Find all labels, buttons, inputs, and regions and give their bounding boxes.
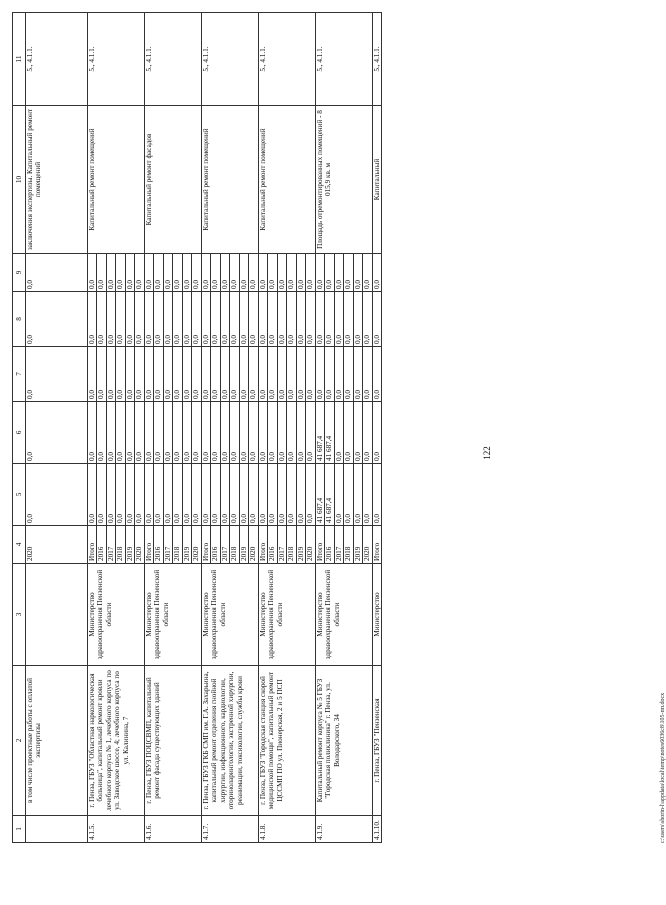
value-cell: 0,0 <box>135 402 144 464</box>
measure-name-cell: г. Пенза, ГБУЗ "Городская станция скорой медицинской помощи", капитальный ремонт ЦССМП ПО ул. Пионерская, 2 и 5 ПСП <box>258 666 315 816</box>
year-cell: 2020 <box>192 526 201 564</box>
measure-name-cell: в том числе проектные работы с оплатой экспертизы <box>26 666 88 816</box>
value-cell: 0,0 <box>201 347 210 402</box>
result-cell: Капитальный ремонт помещений <box>201 106 258 254</box>
value-cell: 0,0 <box>363 402 372 464</box>
value-cell: 0,0 <box>116 464 125 526</box>
result-cell: заключения экспертизы. Капитальный ремонт помещений <box>26 106 88 254</box>
result-cell: Капитальный ремонт помещений <box>258 106 315 254</box>
value-cell: 0,0 <box>325 347 334 402</box>
value-cell: 0,0 <box>363 347 372 402</box>
value-cell: 0,0 <box>306 292 315 347</box>
header-cell: 4 <box>13 526 26 564</box>
value-cell: 0,0 <box>325 292 334 347</box>
value-cell: 0,0 <box>277 292 286 347</box>
value-cell: 0,0 <box>154 402 163 464</box>
value-cell: 0,0 <box>211 347 220 402</box>
year-cell: Итого <box>201 526 210 564</box>
value-cell: 0,0 <box>173 402 182 464</box>
value-cell: 0,0 <box>88 292 97 347</box>
header-cell: 5 <box>13 464 26 526</box>
value-cell: 0,0 <box>287 254 296 292</box>
code-cell: 5., 4.1.1. <box>315 13 372 106</box>
value-cell: 0,0 <box>144 292 153 347</box>
row-number-cell: 4.1.9. <box>315 816 372 843</box>
value-cell: 0,0 <box>182 292 191 347</box>
value-cell: 0,0 <box>97 254 106 292</box>
value-cell: 0,0 <box>353 292 362 347</box>
year-cell: 2018 <box>344 526 353 564</box>
year-cell: 2018 <box>287 526 296 564</box>
code-cell: 5., 4.1.1. <box>88 13 145 106</box>
value-cell: 0,0 <box>220 347 229 402</box>
year-cell: 2016 <box>97 526 106 564</box>
value-cell: 41 687,4 <box>325 464 334 526</box>
value-cell: 0,0 <box>344 402 353 464</box>
row-number-cell <box>26 816 88 843</box>
year-cell: 2020 <box>135 526 144 564</box>
executor-cell: Министерство здравоохранения Пензенской области <box>144 564 201 666</box>
value-cell: 0,0 <box>173 464 182 526</box>
year-cell: 2020 <box>306 526 315 564</box>
header-cell: 2 <box>13 666 26 816</box>
value-cell: 0,0 <box>296 464 305 526</box>
year-cell: 2020 <box>26 526 88 564</box>
measure-name-cell: Капитальный ремонт корпуса № 5 ГБУЗ "Городская поликлиника" г. Пенза, ул. Володарского, 34 <box>315 666 372 816</box>
value-cell: 0,0 <box>135 347 144 402</box>
year-cell: 2016 <box>268 526 277 564</box>
value-cell: 0,0 <box>144 464 153 526</box>
header-cell: 9 <box>13 254 26 292</box>
value-cell: 0,0 <box>211 292 220 347</box>
year-cell: 2018 <box>173 526 182 564</box>
value-cell: 0,0 <box>192 292 201 347</box>
value-cell: 0,0 <box>125 347 134 402</box>
year-cell: 2017 <box>163 526 172 564</box>
value-cell: 0,0 <box>296 402 305 464</box>
row-number-cell: 4.1.5. <box>88 816 145 843</box>
value-cell: 0,0 <box>258 347 267 402</box>
table-row <box>144 13 153 843</box>
value-cell: 0,0 <box>97 347 106 402</box>
value-cell: 0,0 <box>192 402 201 464</box>
value-cell: 0,0 <box>26 464 88 526</box>
value-cell: 0,0 <box>344 464 353 526</box>
value-cell: 0,0 <box>220 402 229 464</box>
year-cell: 2020 <box>363 526 372 564</box>
value-cell: 0,0 <box>249 292 258 347</box>
table-row <box>88 13 97 843</box>
year-cell: 2017 <box>277 526 286 564</box>
value-cell: 0,0 <box>306 347 315 402</box>
code-cell: 5., 4.1.1. <box>258 13 315 106</box>
header-row <box>13 13 26 843</box>
value-cell: 0,0 <box>353 347 362 402</box>
value-cell: 0,0 <box>268 464 277 526</box>
year-cell: Итого <box>88 526 97 564</box>
value-cell: 0,0 <box>230 464 239 526</box>
value-cell: 0,0 <box>296 254 305 292</box>
value-cell: 0,0 <box>106 402 115 464</box>
value-cell: 0,0 <box>201 254 210 292</box>
year-cell: Итого <box>258 526 267 564</box>
header-cell: 10 <box>13 106 26 254</box>
value-cell: 0,0 <box>88 402 97 464</box>
year-cell: 2016 <box>211 526 220 564</box>
value-cell: 0,0 <box>372 402 381 464</box>
value-cell: 0,0 <box>97 402 106 464</box>
value-cell: 0,0 <box>334 292 343 347</box>
value-cell: 0,0 <box>116 402 125 464</box>
value-cell: 0,0 <box>239 347 248 402</box>
value-cell: 0,0 <box>344 347 353 402</box>
value-cell: 0,0 <box>144 402 153 464</box>
result-cell: Капитальный ремонт фасадов <box>144 106 201 254</box>
value-cell: 0,0 <box>154 254 163 292</box>
value-cell: 0,0 <box>258 292 267 347</box>
value-cell: 0,0 <box>106 254 115 292</box>
value-cell: 0,0 <box>135 292 144 347</box>
table-row <box>201 13 210 843</box>
year-cell: 2017 <box>334 526 343 564</box>
rotated-table-wrapper <box>12 13 532 843</box>
value-cell: 0,0 <box>230 254 239 292</box>
value-cell: 0,0 <box>144 347 153 402</box>
value-cell: 0,0 <box>334 254 343 292</box>
value-cell: 0,0 <box>97 292 106 347</box>
value-cell: 0,0 <box>163 347 172 402</box>
value-cell: 0,0 <box>287 464 296 526</box>
value-cell: 0,0 <box>306 254 315 292</box>
value-cell: 0,0 <box>287 402 296 464</box>
value-cell: 0,0 <box>296 347 305 402</box>
code-cell: 5., 4.1.1. <box>201 13 258 106</box>
measure-name-cell: г. Пенза, ГБУЗ ПОЦСВМП, капитальный ремонт фасада существующих зданий <box>144 666 201 816</box>
header-cell: 1 <box>13 816 26 843</box>
value-cell: 0,0 <box>353 254 362 292</box>
result-cell: Капитальный ремонт помещений <box>88 106 145 254</box>
value-cell: 0,0 <box>268 292 277 347</box>
year-cell: 2018 <box>230 526 239 564</box>
executor-cell: Министерство здравоохранения Пензенской области <box>315 564 372 666</box>
value-cell: 0,0 <box>230 292 239 347</box>
value-cell: 0,0 <box>106 464 115 526</box>
value-cell: 0,0 <box>258 464 267 526</box>
year-cell: Итого <box>372 526 381 564</box>
value-cell: 0,0 <box>344 254 353 292</box>
year-cell: Итого <box>315 526 324 564</box>
value-cell: 0,0 <box>268 254 277 292</box>
value-cell: 0,0 <box>201 464 210 526</box>
value-cell: 0,0 <box>220 254 229 292</box>
value-cell: 0,0 <box>363 464 372 526</box>
row-number-cell: 4.1.8. <box>258 816 315 843</box>
value-cell: 0,0 <box>372 254 381 292</box>
year-cell: 2016 <box>154 526 163 564</box>
value-cell: 0,0 <box>344 292 353 347</box>
value-cell: 0,0 <box>372 292 381 347</box>
value-cell: 0,0 <box>125 402 134 464</box>
code-cell: 5., 4.1.1. <box>26 13 88 106</box>
table-row <box>315 13 324 843</box>
value-cell: 0,0 <box>182 347 191 402</box>
executor-cell: Министерство <box>372 564 381 666</box>
value-cell: 0,0 <box>239 254 248 292</box>
value-cell: 0,0 <box>325 254 334 292</box>
value-cell: 0,0 <box>220 464 229 526</box>
value-cell: 0,0 <box>249 464 258 526</box>
row-number-cell: 4.1.7. <box>201 816 258 843</box>
value-cell: 0,0 <box>182 464 191 526</box>
executor-cell: Министерство здравоохранения Пензенской области <box>201 564 258 666</box>
value-cell: 0,0 <box>315 292 324 347</box>
value-cell: 0,0 <box>287 292 296 347</box>
executor-cell <box>26 564 88 666</box>
page-number: 122 <box>481 446 492 460</box>
code-cell: 5., 4.1.1. <box>144 13 201 106</box>
measure-name-cell: г. Пенза, ГБУЗ "Областная наркологическая больница", капитальный ремонт кровли лечебного корпуса № 1, лечебного корпуса по ул. Заводское шоссе, 4; лечебного корпуса по ул. Калинина, 7 <box>88 666 145 816</box>
value-cell: 0,0 <box>154 292 163 347</box>
value-cell: 0,0 <box>125 464 134 526</box>
value-cell: 0,0 <box>97 464 106 526</box>
value-cell: 0,0 <box>230 402 239 464</box>
header-cell: 7 <box>13 347 26 402</box>
value-cell: 0,0 <box>363 254 372 292</box>
value-cell: 0,0 <box>306 464 315 526</box>
value-cell: 0,0 <box>173 347 182 402</box>
value-cell: 0,0 <box>372 464 381 526</box>
value-cell: 0,0 <box>353 402 362 464</box>
value-cell: 41 687,4 <box>315 464 324 526</box>
year-cell: 2019 <box>125 526 134 564</box>
header-cell: 3 <box>13 564 26 666</box>
value-cell: 0,0 <box>220 292 229 347</box>
header-cell: 6 <box>13 402 26 464</box>
value-cell: 0,0 <box>135 464 144 526</box>
measure-name-cell: г. Пенза, ГБУЗ ГКБ СМП им. Г.А. Захарьина, капитальный ремонт отделения гнойной хирургии, инфекционного, кардиологии, оториноларингологии, экстренной хирургии, реанимации, токсикологии, службы крови <box>201 666 258 816</box>
value-cell: 0,0 <box>268 347 277 402</box>
year-cell: Итого <box>144 526 153 564</box>
value-cell: 0,0 <box>192 464 201 526</box>
value-cell: 0,0 <box>182 254 191 292</box>
year-cell: 2019 <box>182 526 191 564</box>
year-cell: 2017 <box>106 526 115 564</box>
value-cell: 0,0 <box>258 402 267 464</box>
value-cell: 0,0 <box>277 464 286 526</box>
value-cell: 0,0 <box>287 347 296 402</box>
year-cell: 2020 <box>249 526 258 564</box>
value-cell: 0,0 <box>201 292 210 347</box>
value-cell: 0,0 <box>88 464 97 526</box>
value-cell: 0,0 <box>88 347 97 402</box>
value-cell: 0,0 <box>239 464 248 526</box>
value-cell: 0,0 <box>211 254 220 292</box>
value-cell: 0,0 <box>315 254 324 292</box>
measure-name-cell: г. Пенза, ГБУЗ "Пензенская <box>372 666 381 816</box>
table-row <box>26 13 88 843</box>
value-cell: 0,0 <box>211 464 220 526</box>
value-cell: 0,0 <box>277 254 286 292</box>
year-cell: 2016 <box>325 526 334 564</box>
header-cell: 8 <box>13 292 26 347</box>
year-cell: 2017 <box>220 526 229 564</box>
value-cell: 0,0 <box>249 254 258 292</box>
value-cell: 0,0 <box>372 347 381 402</box>
year-cell: 2018 <box>116 526 125 564</box>
value-cell: 0,0 <box>144 254 153 292</box>
value-cell: 0,0 <box>334 464 343 526</box>
table-row <box>372 13 381 843</box>
value-cell: 0,0 <box>306 402 315 464</box>
value-cell: 0,0 <box>116 292 125 347</box>
value-cell: 0,0 <box>26 347 88 402</box>
row-number-cell: 4.1.6. <box>144 816 201 843</box>
value-cell: 0,0 <box>173 292 182 347</box>
value-cell: 0,0 <box>88 254 97 292</box>
result-cell: Капитальный <box>372 106 381 254</box>
value-cell: 0,0 <box>163 402 172 464</box>
value-cell: 0,0 <box>211 402 220 464</box>
program-table <box>12 12 382 843</box>
value-cell: 0,0 <box>173 254 182 292</box>
year-cell: 2019 <box>353 526 362 564</box>
value-cell: 0,0 <box>106 347 115 402</box>
value-cell: 0,0 <box>296 292 305 347</box>
value-cell: 0,0 <box>163 464 172 526</box>
value-cell: 0,0 <box>154 347 163 402</box>
value-cell: 0,0 <box>334 402 343 464</box>
value-cell: 0,0 <box>192 254 201 292</box>
value-cell: 0,0 <box>258 254 267 292</box>
value-cell: 0,0 <box>353 464 362 526</box>
result-cell: Площадь отремонтированных помещений - 8 015,9 кв. м <box>315 106 372 254</box>
value-cell: 0,0 <box>26 254 88 292</box>
table-row <box>258 13 267 843</box>
value-cell: 0,0 <box>277 347 286 402</box>
executor-cell: Министерство здравоохранения Пензенской области <box>88 564 145 666</box>
executor-cell: Министерство здравоохранения Пензенской области <box>258 564 315 666</box>
value-cell: 0,0 <box>163 292 172 347</box>
value-cell: 0,0 <box>125 254 134 292</box>
value-cell: 41 687,4 <box>325 402 334 464</box>
value-cell: 0,0 <box>26 292 88 347</box>
value-cell: 0,0 <box>268 402 277 464</box>
value-cell: 0,0 <box>277 402 286 464</box>
value-cell: 0,0 <box>125 292 134 347</box>
value-cell: 0,0 <box>154 464 163 526</box>
year-cell: 2019 <box>239 526 248 564</box>
value-cell: 0,0 <box>239 292 248 347</box>
file-path-footer: c:\users\shorin-l\appdata\local\temp\notes6036c8\105-пп.docx <box>660 692 666 844</box>
value-cell: 0,0 <box>163 254 172 292</box>
value-cell: 0,0 <box>363 292 372 347</box>
value-cell: 0,0 <box>249 347 258 402</box>
value-cell: 0,0 <box>230 347 239 402</box>
value-cell: 0,0 <box>315 347 324 402</box>
year-cell: 2019 <box>296 526 305 564</box>
value-cell: 0,0 <box>26 402 88 464</box>
value-cell: 0,0 <box>249 402 258 464</box>
value-cell: 0,0 <box>106 292 115 347</box>
value-cell: 0,0 <box>334 347 343 402</box>
row-number-cell: 4.1.10. <box>372 816 381 843</box>
header-cell: 11 <box>13 13 26 106</box>
value-cell: 0,0 <box>116 254 125 292</box>
code-cell: 5., 4.1.1. <box>372 13 381 106</box>
value-cell: 0,0 <box>201 402 210 464</box>
value-cell: 0,0 <box>192 347 201 402</box>
value-cell: 0,0 <box>182 402 191 464</box>
value-cell: 0,0 <box>239 402 248 464</box>
value-cell: 0,0 <box>116 347 125 402</box>
value-cell: 41 687,4 <box>315 402 324 464</box>
value-cell: 0,0 <box>135 254 144 292</box>
